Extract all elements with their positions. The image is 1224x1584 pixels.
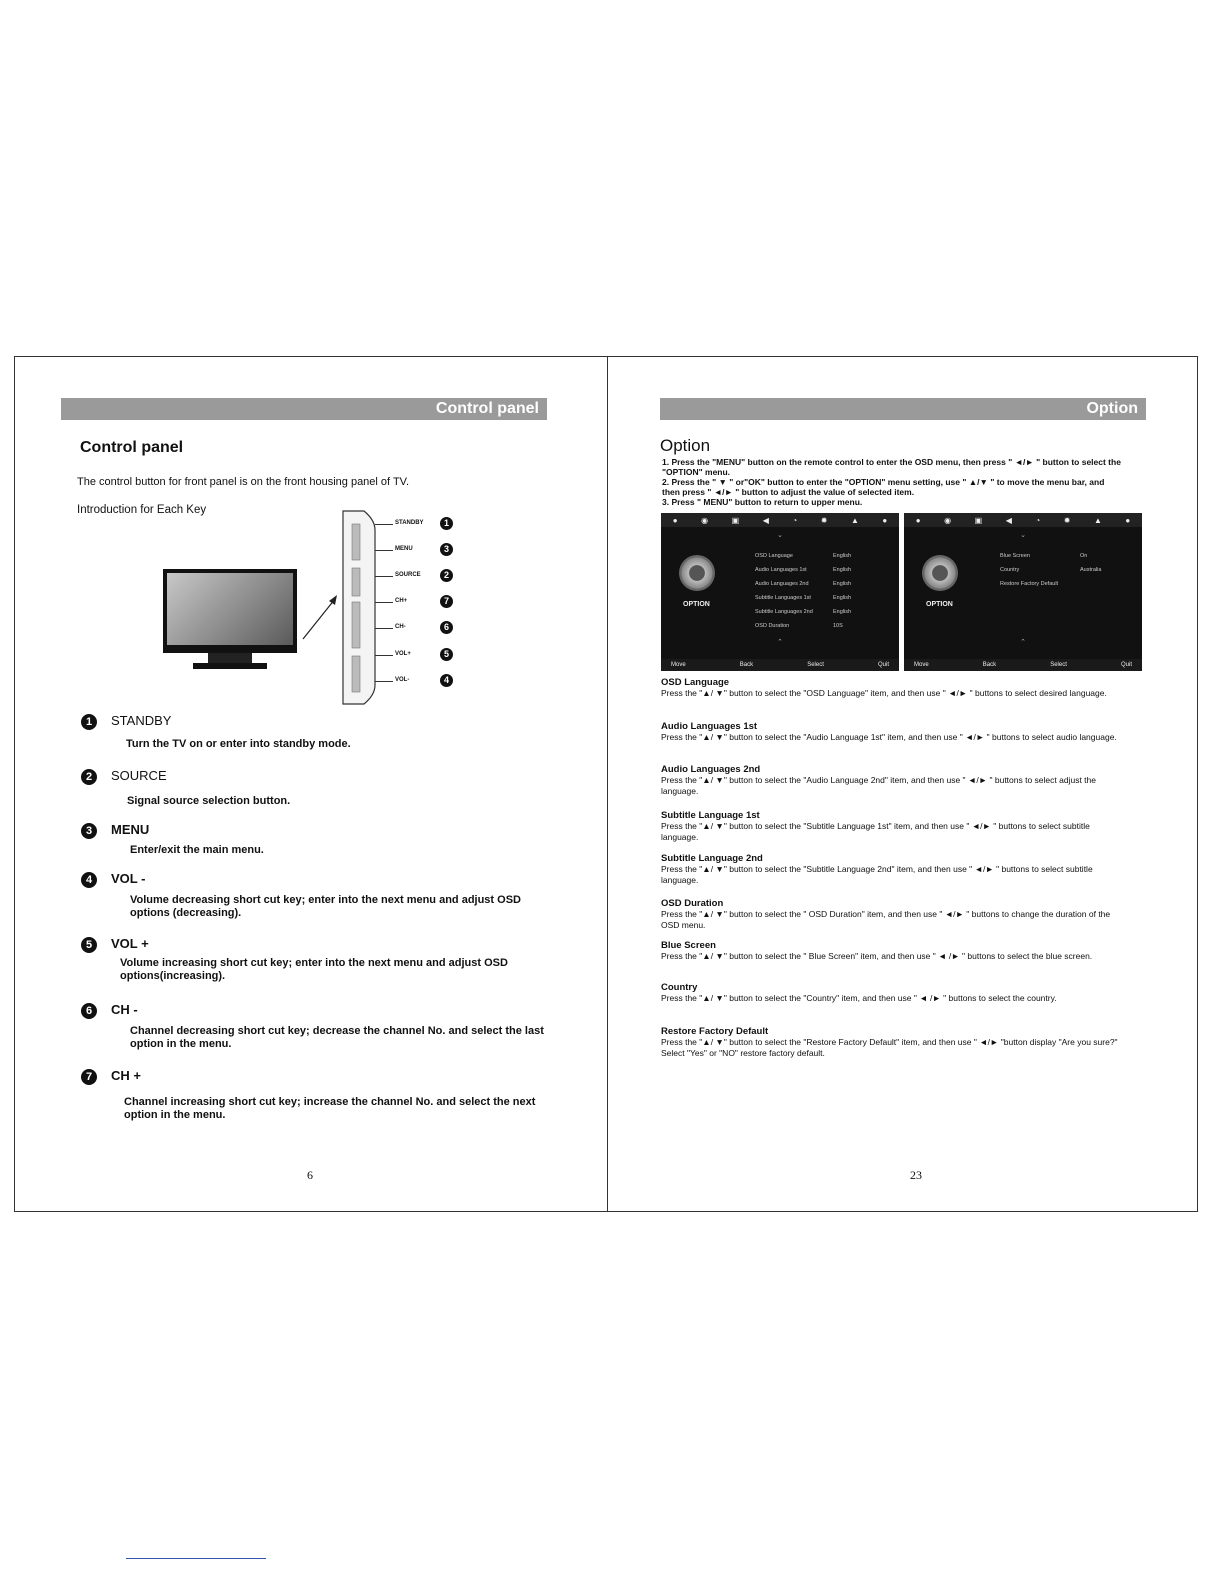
- osd-item-value: English: [833, 609, 852, 615]
- gear-icon: [922, 555, 958, 591]
- osd-item-name: Country: [1000, 567, 1020, 573]
- left-title: Control panel: [80, 439, 184, 456]
- osd-item-value: On: [1080, 553, 1088, 559]
- section-blue-screen: Blue Screen Press the "▲/ ▼" button to select the " Blue Screen" item, and then use " ◄ /► " buttons to select the blue screen.: [661, 940, 1093, 961]
- quit-hint: Quit: [1120, 662, 1132, 668]
- side-panel-illustration: [342, 510, 376, 705]
- chevron-down-icon: ⌄: [1020, 532, 1026, 539]
- section-subtitle-1st: Subtitle Language 1st Press the "▲/ ▼" button to select the "Subtitle Language 1st" item, and then use " ◄/► " buttons to select subtitle language.: [661, 810, 1090, 842]
- gear-icon: [679, 555, 715, 591]
- left-page-number: 6: [307, 1168, 313, 1182]
- panel-key-menu: MENU 3: [375, 543, 465, 557]
- select-hint: Select: [1050, 662, 1067, 668]
- osd-option-label: OPTION: [683, 601, 710, 608]
- right-banner: Option: [660, 398, 1146, 420]
- section-audio-1st: Audio Languages 1st Press the "▲/ ▼" button to select the "Audio Language 1st" item, and then use " ◄/► " buttons to select audio language.: [661, 721, 1117, 742]
- key-item-source: 2 SOURCE Signal source selection button.: [81, 767, 97, 785]
- key-item-menu: 3 MENU Enter/exit the main menu.: [81, 821, 97, 839]
- panel-key-source: SOURCE 2: [375, 569, 465, 583]
- left-subtitle: Introduction for Each Key: [77, 504, 207, 516]
- osd-item-name: Blue Screen: [1000, 553, 1030, 559]
- footnote-rule: [126, 1558, 266, 1559]
- osd-screen-left: [661, 513, 899, 671]
- osd-tab-bar: ● ◉ ▣ ◀ ◔ ✹ ▲ ●: [661, 513, 899, 527]
- osd-item-value: English: [833, 581, 852, 587]
- key-item-vol-plus: 5 VOL + Volume increasing short cut key; enter into the next menu and adjust OSD options(increasing).: [81, 935, 97, 953]
- tv-screen: [167, 573, 293, 645]
- left-intro: The control button for front panel is on the front housing panel of TV.: [77, 476, 410, 488]
- step-1: 1. Press the "MENU" button on the remote control to enter the OSD menu, then press " ◄/► " button to select the "OPTION" menu.: [662, 457, 1121, 477]
- move-hint: Move: [914, 662, 929, 668]
- section-restore-default: Restore Factory Default Press the "▲/ ▼" button to select the "Restore Factory Default" item, and then use " ◄/► "button display "Are you sure?" Select "Yes" or "NO" restore factory default.: [661, 1026, 1118, 1058]
- select-hint: Select: [807, 662, 824, 668]
- step-3: 3. Press " MENU" button to return to upper menu.: [662, 497, 863, 507]
- option-steps: [662, 457, 1122, 507]
- step-2: 2. Press the " ▼ " or"OK" button to enter the "OPTION" menu setting, use " ▲/▼ " to move the menu bar, and then press " ◄/► " button to adjust the value of selected item.: [662, 477, 1105, 497]
- section-subtitle-2nd: Subtitle Language 2nd Press the "▲/ ▼" button to select the "Subtitle Language 2nd" item, and then use " ◄/► " buttons to select subtitle language.: [661, 853, 1093, 885]
- osd-item-name: Subtitle Languages 1st: [755, 595, 811, 601]
- osd-item-value: English: [833, 567, 852, 573]
- osd-item-name: Audio Languages 1st: [755, 567, 807, 573]
- osd-item-value: English: [833, 595, 852, 601]
- osd-item-name: OSD Language: [755, 553, 793, 559]
- chevron-up-icon: ⌃: [777, 639, 783, 646]
- right-page: [608, 357, 1198, 1211]
- osd-item-name: OSD Duration: [755, 623, 790, 629]
- osd-item-name: Restore Factory Default: [1000, 581, 1059, 587]
- move-hint: Move: [671, 662, 686, 668]
- osd-item-name: Audio Languages 2nd: [755, 581, 809, 587]
- osd-item-value: Australia: [1080, 567, 1102, 573]
- section-country: Country Press the "▲/ ▼" button to select the "Country" item, and then use " ◄ /► " buttons to select the country.: [661, 982, 1057, 1003]
- tv-base: [193, 663, 267, 669]
- quit-hint: Quit: [877, 662, 889, 668]
- panel-key-standby: STANDBY 1: [375, 517, 465, 531]
- left-page: [15, 357, 607, 1211]
- manual-spread: [14, 356, 1198, 1212]
- panel-key-vol-plus: VOL+ 5: [375, 648, 465, 662]
- key-item-ch-minus: 6 CH - Channel decreasing short cut key; decrease the channel No. and select the last option in the menu.: [81, 1001, 97, 1019]
- osd-option-label: OPTION: [926, 601, 953, 608]
- osd-item-value: English: [833, 553, 852, 559]
- osd-footer: [904, 659, 1142, 671]
- osd-item-value: 10S: [833, 623, 843, 629]
- back-hint: Back: [739, 662, 754, 668]
- chevron-up-icon: ⌃: [1020, 639, 1026, 646]
- key-item-standby: 1 STANDBY Turn the TV on or enter into standby mode.: [81, 712, 97, 730]
- key-item-ch-plus: 7 CH + Channel increasing short cut key; increase the channel No. and select the next option in the menu.: [81, 1067, 97, 1085]
- osd-footer: [661, 659, 899, 671]
- pointer-arrow-icon: [301, 591, 341, 641]
- panel-key-vol-minus: VOL- 4: [375, 674, 465, 688]
- tv-stand: [208, 653, 252, 663]
- osd-screen-right: [904, 513, 1142, 671]
- osd-item-name: Subtitle Languages 2nd: [755, 609, 813, 615]
- tv-illustration: [163, 569, 297, 653]
- key-item-vol-minus: 4 VOL - Volume decreasing short cut key; enter into the next menu and adjust OSD options (decreasing).: [81, 870, 97, 888]
- left-banner: Control panel: [61, 398, 547, 420]
- section-osd-language: OSD Language Press the "▲/ ▼" button to select the "OSD Language" item, and then use " ◄/► " buttons to select desired language.: [661, 677, 1107, 698]
- section-osd-duration: OSD Duration Press the "▲/ ▼" button to select the " OSD Duration" item, and then use " ◄/► " buttons to change the duration of the OSD menu.: [661, 898, 1111, 930]
- back-hint: Back: [982, 662, 997, 668]
- section-audio-2nd: Audio Languages 2nd Press the "▲/ ▼" button to select the "Audio Language 2nd" item, and then use " ◄/► " buttons to select adjust the language.: [661, 764, 1096, 796]
- osd-tab-bar: ● ◉ ▣ ◀ ◔ ✹ ▲ ●: [904, 513, 1142, 527]
- right-page-number: 23: [910, 1168, 922, 1182]
- right-title: Option: [660, 436, 711, 455]
- panel-key-ch-minus: CH- 6: [375, 621, 465, 635]
- panel-key-ch-plus: CH+ 7: [375, 595, 465, 609]
- chevron-down-icon: ⌄: [777, 532, 783, 539]
